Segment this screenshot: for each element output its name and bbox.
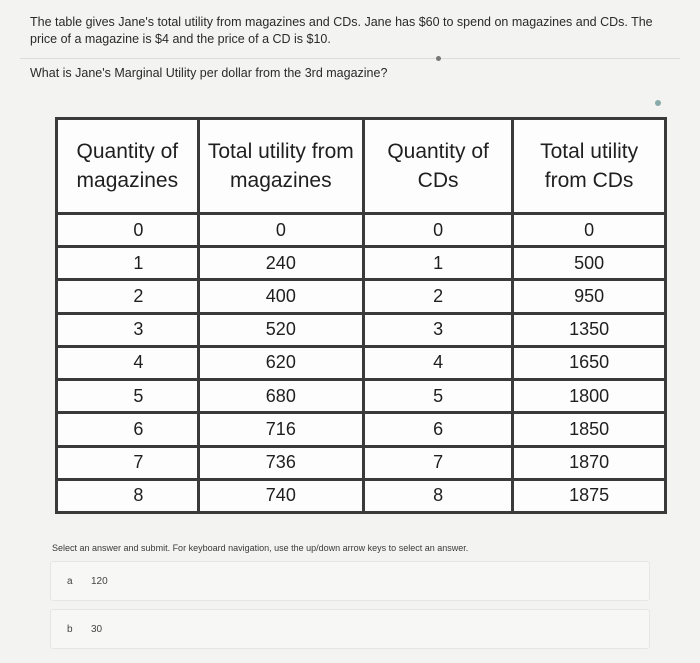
table-cell: 0 [57, 214, 199, 247]
table-row [57, 313, 666, 346]
table-cell: 2 [363, 280, 512, 313]
table-cell: 716 [198, 413, 363, 446]
table-cell: 0 [513, 214, 666, 247]
table-cell: 520 [198, 313, 363, 346]
table-cell: 2 [57, 280, 199, 313]
table-cell: 1870 [513, 446, 666, 479]
utility-table [55, 117, 667, 514]
table-cell: 400 [198, 280, 363, 313]
table-header-cell: Total utility from CDs [513, 119, 666, 214]
table-cell: 5 [363, 380, 512, 413]
table-header-row [57, 119, 666, 214]
table-cell: 1875 [513, 479, 666, 512]
answer-option-a[interactable] [50, 561, 650, 601]
table-cell: 1850 [513, 413, 666, 446]
table-cell: 1650 [513, 346, 666, 379]
table-cell: 6 [57, 413, 199, 446]
option-letter: a [67, 576, 73, 587]
table-cell: 950 [513, 280, 666, 313]
table-cell: 4 [363, 346, 512, 379]
question-text: The table gives Jane's total utility from magazines and CDs. Jane has $60 to spend on magazines and CDs. The price of a magazine is $4 and the price of a CD is $10. [30, 15, 653, 46]
table-row [57, 413, 666, 446]
question-prompt: What is Jane's Marginal Utility per dollar from the 3rd magazine? [30, 66, 388, 80]
table-cell: 4 [57, 346, 199, 379]
table-row [57, 214, 666, 247]
table-body [57, 214, 666, 513]
table-cell: 5 [57, 380, 199, 413]
table-cell: 240 [198, 247, 363, 280]
table-cell: 1 [363, 247, 512, 280]
table-cell: 1 [57, 247, 199, 280]
decorative-dot [655, 100, 661, 106]
table-cell: 740 [198, 479, 363, 512]
table-header-cell: Total utility from magazines [198, 119, 363, 214]
table-row [57, 479, 666, 512]
table-header-cell: Quantity of CDs [363, 119, 512, 214]
table-cell: 736 [198, 446, 363, 479]
table-header-cell: Quantity of magazines [57, 119, 199, 214]
answer-option-b[interactable] [50, 609, 650, 649]
table-cell: 0 [363, 214, 512, 247]
table-cell: 7 [57, 446, 199, 479]
table-cell: 3 [57, 313, 199, 346]
option-letter: b [67, 624, 73, 635]
table-row [57, 446, 666, 479]
table-row [57, 380, 666, 413]
table-cell: 8 [57, 479, 199, 512]
table-cell: 1350 [513, 313, 666, 346]
option-value: 30 [91, 624, 103, 635]
table-cell: 3 [363, 313, 512, 346]
table-cell: 8 [363, 479, 512, 512]
table-cell: 7 [363, 446, 512, 479]
table-cell: 1800 [513, 380, 666, 413]
divider [20, 58, 680, 59]
utility-table-image [55, 117, 667, 514]
option-value: 120 [91, 576, 108, 587]
table-cell: 500 [513, 247, 666, 280]
table-cell: 620 [198, 346, 363, 379]
table-cell: 0 [198, 214, 363, 247]
answer-instructions: Select an answer and submit. For keyboard navigation, use the up/down arrow keys to select an answer. [52, 543, 469, 553]
table-row [57, 346, 666, 379]
table-cell: 6 [363, 413, 512, 446]
table-row [57, 280, 666, 313]
table-row [57, 247, 666, 280]
table-cell: 680 [198, 380, 363, 413]
decorative-dot [436, 56, 441, 61]
